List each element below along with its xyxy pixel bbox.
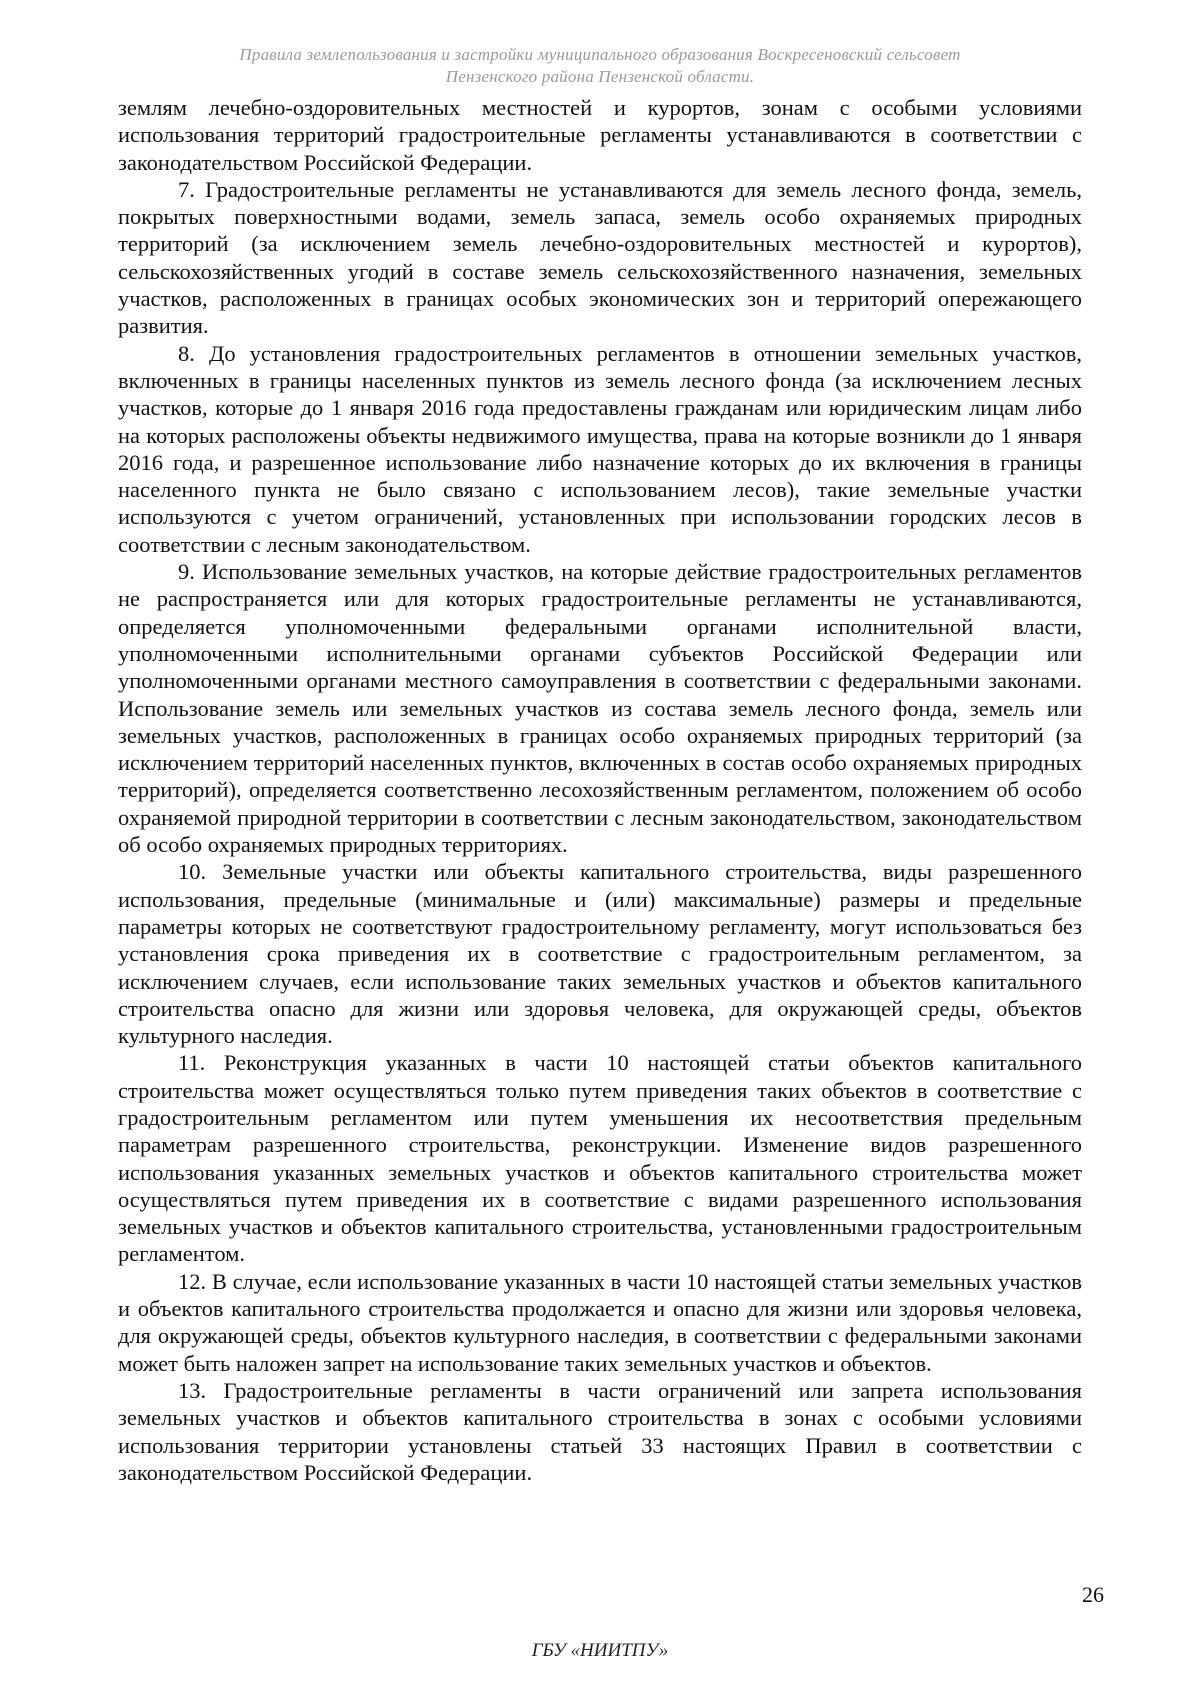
paragraph-item-10: 10. Земельные участки или объекты капитального строительства, виды разрешенного использования, предельные (минимальные и (или) максимальные) размеры и предельные параметры которых не соответствуют градостроительному регламенту, могут использоваться без установления срока приведения их в соответствие с градостроительным регламентом, за исключением случаев, если использование таких земельных участков и объектов капитального строительства опасно для жизни или здоровья человека, для окружающей среды, объектов культурного наследия. xyxy=(118,859,1082,1049)
paragraph-item-7: 7. Градостроительные регламенты не устанавливаются для земель лесного фонда, земель, покрытых поверхностными водами, земель запаса, земель особо охраняемых природных территорий (за исключением земель лечебно-оздоровительных местностей и курортов), сельскохозяйственных угодий в составе земель сельскохозяйственного назначения, земельных участков, расположенных в границах особых экономических зон и территорий опережающего развития. xyxy=(118,176,1082,339)
document-body xyxy=(118,94,1082,1486)
header-line-1: Правила землепользования и застройки муниципального образования Воскресеновский сельсовет xyxy=(239,45,961,64)
paragraph-item-9: 9. Использование земельных участков, на которые действие градостроительных регламентов не распространяется или для которых градостроительные регламенты не устанавливаются, определяется уполномоченными федеральными органами исполнительной власти, уполномоченными исполнительными органами субъектов Российской Федерации или уполномоченными органами местного самоуправления в соответствии с федеральными законами. Использование земель или земельных участков из состава земель лесного фонда, земель или земельных участков, расположенных в границах особо охраняемых природных территорий (за исключением территорий населенных пунктов, включенных в состав особо охраняемых природных территорий), определяется соответственно лесохозяйственным регламентом, положением об особо охраняемой природной территории в соответствии с лесным законодательством, законодательством об особо охраняемых природных территориях. xyxy=(118,559,1082,858)
running-header xyxy=(130,44,1070,88)
paragraph-item-11: 11. Реконструкция указанных в части 10 настоящей статьи объектов капитального строительства может осуществляться только путем приведения таких объектов в соответствие с градостроительным регламентом или путем уменьшения их несоответствия предельным параметрам разрешенного строительства, реконструкции. Изменение видов разрешенного использования указанных земельных участков и объектов капитального строительства может осуществляться путем приведения их в соответствие с видами разрешенного использования земельных участков и объектов капитального строительства, установленными градостроительным регламентом. xyxy=(118,1050,1082,1267)
footer-organization: ГБУ «НИИТПУ» xyxy=(531,1640,669,1661)
page-number: 26 xyxy=(1082,1582,1104,1607)
paragraph-item-13: 13. Градостроительные регламенты в части ограничений или запрета использования земельных участков и объектов капитального строительства в зонах с особыми условиями использования территории установлены статьей 33 настоящих Правил в соответствии с законодательством Российской Федерации. xyxy=(118,1377,1082,1485)
paragraph-item-8: 8. До установления градостроительных регламентов в отношении земельных участков, включенных в границы населенных пунктов из земель лесного фонда (за исключением лесных участков, которые до 1 января 2016 года предоставлены гражданам или юридическим лицам либо на которых расположены объекты недвижимого имущества, права на которые возникли до 1 января 2016 года, и разрешенное использование либо назначение которых до их включения в границы населенного пункта не было связано с использованием лесов), такие земельные участки используются с учетом ограничений, установленных при использовании городских лесов в соответствии с лесным законодательством. xyxy=(118,340,1082,557)
paragraph-item-12: 12. В случае, если использование указанных в части 10 настоящей статьи земельных участков и объектов капитального строительства продолжается и опасно для жизни или здоровья человека, для окружающей среды, объектов культурного наследия, в соответствии с федеральными законами может быть наложен запрет на использование таких земельных участков и объектов. xyxy=(118,1268,1082,1376)
header-line-2: Пензенского района Пензенской области. xyxy=(445,67,755,86)
paragraph-continuation: землям лечебно-оздоровительных местностей и курортов, зонам с особыми условиями использования территорий градостроительные регламенты устанавливаются в соответствии с законодательством Российской Федерации. xyxy=(118,95,1082,175)
